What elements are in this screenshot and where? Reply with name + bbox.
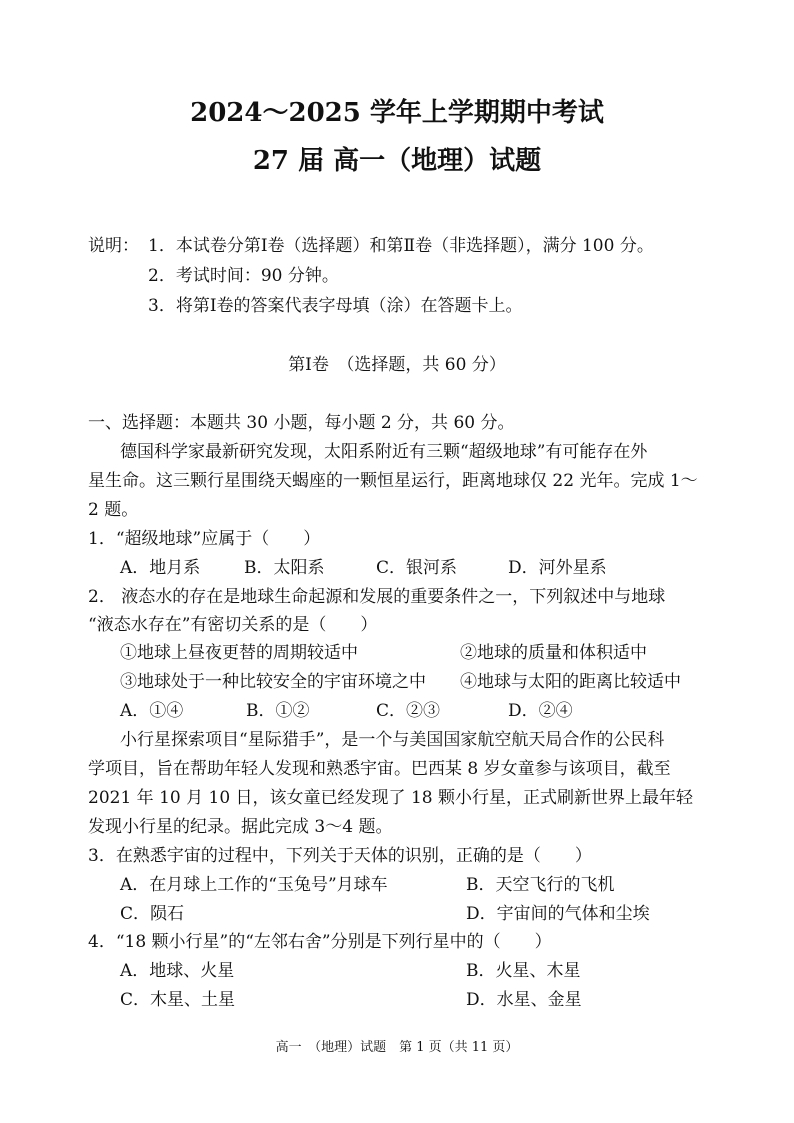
question-4-stem: 4．“18 颗小行星”的“左邻右舍”分别是下列行星中的（ ） bbox=[88, 932, 552, 952]
exam-subtitle: 27 届 高一（地理）试题 bbox=[252, 146, 542, 176]
passage-line: 发现小行星的纪录。据此完成 3～4 题。 bbox=[88, 817, 393, 837]
question-2-stem: 2． 液态水的存在是地球生命起源和发展的重要条件之一，下列叙述中与地球 bbox=[88, 587, 666, 607]
question-2-statement: ③地球处于一种比较安全的宇宙环境之中 bbox=[120, 672, 426, 692]
question-4-option-b: B．火星、木星 bbox=[466, 961, 581, 981]
question-3-stem: 3．在熟悉宇宙的过程中，下列关于天体的识别，正确的是（ ） bbox=[88, 846, 592, 866]
question-2-option-d: D．②④ bbox=[508, 701, 573, 721]
passage-line: 星生命。这三颗行星围绕天蝎座的一颗恒星运行，距离地球仅 22 光年。完成 1～ bbox=[88, 471, 698, 491]
passage-line: 德国科学家最新研究发现，太阳系附近有三颗“超级地球”有可能存在外 bbox=[120, 442, 648, 462]
instruction-item: 2．考试时间：90 分钟。 bbox=[148, 266, 339, 286]
passage-line: 2 题。 bbox=[88, 500, 139, 520]
question-4-option-d: D．水星、金星 bbox=[466, 990, 582, 1010]
question-3-option-d: D．宇宙间的气体和尘埃 bbox=[466, 904, 650, 924]
question-3-option-b: B．天空飞行的飞机 bbox=[466, 875, 615, 895]
question-1-stem: 1．“超级地球”应属于（ ） bbox=[88, 529, 321, 549]
question-1-option-d: D．河外星系 bbox=[508, 558, 607, 578]
question-2-stem: “液态水存在”有密切关系的是（ ） bbox=[88, 615, 378, 635]
instruction-item: 1．本试卷分第Ⅰ卷（选择题）和第Ⅱ卷（非选择题），满分 100 分。 bbox=[148, 236, 654, 256]
question-1-option-a: A．地月系 bbox=[120, 558, 201, 578]
question-3-option-a: A．在月球上工作的“玉兔号”月球车 bbox=[120, 875, 388, 895]
question-2-statement: ④地球与太阳的距离比较适中 bbox=[460, 672, 681, 692]
question-4-option-a: A．地球、火星 bbox=[120, 961, 235, 981]
question-2-option-a: A．①④ bbox=[120, 701, 184, 721]
part-heading: 一、选择题：本题共 30 小题，每小题 2 分，共 60 分。 bbox=[88, 413, 515, 433]
instruction-item: 3．将第Ⅰ卷的答案代表字母填（涂）在答题卡上。 bbox=[148, 296, 523, 316]
question-2-option-b: B．①② bbox=[246, 701, 310, 721]
exam-title: 2024～2025 学年上学期期中考试 bbox=[190, 98, 604, 128]
question-2-statement: ②地球的质量和体积适中 bbox=[460, 643, 647, 663]
passage-line: 2021 年 10 月 10 日，该女童已经发现了 18 颗小行星，正式刷新世界上最年轻 bbox=[88, 788, 693, 808]
question-2-option-c: C．②③ bbox=[376, 701, 441, 721]
section-title: 第Ⅰ卷 （选择题，共 60 分） bbox=[288, 355, 506, 375]
question-1-option-b: B．太阳系 bbox=[244, 558, 325, 578]
question-2-statement: ①地球上昼夜更替的周期较适中 bbox=[120, 643, 358, 663]
page-footer: 高一 （地理）试题 第 1 页（共 11 页） bbox=[275, 1040, 519, 1055]
question-4-option-c: C．木星、土星 bbox=[120, 990, 236, 1010]
question-3-option-c: C．陨石 bbox=[120, 904, 185, 924]
passage-line: 小行星探索项目“星际猎手”，是一个与美国国家航空航天局合作的公民科 bbox=[120, 730, 665, 750]
passage-line: 学项目，旨在帮助年轻人发现和熟悉宇宙。巴西某 8 岁女童参与该项目，截至 bbox=[88, 759, 671, 779]
instructions-label: 说明： bbox=[88, 236, 139, 256]
question-1-option-c: C．银河系 bbox=[376, 558, 458, 578]
